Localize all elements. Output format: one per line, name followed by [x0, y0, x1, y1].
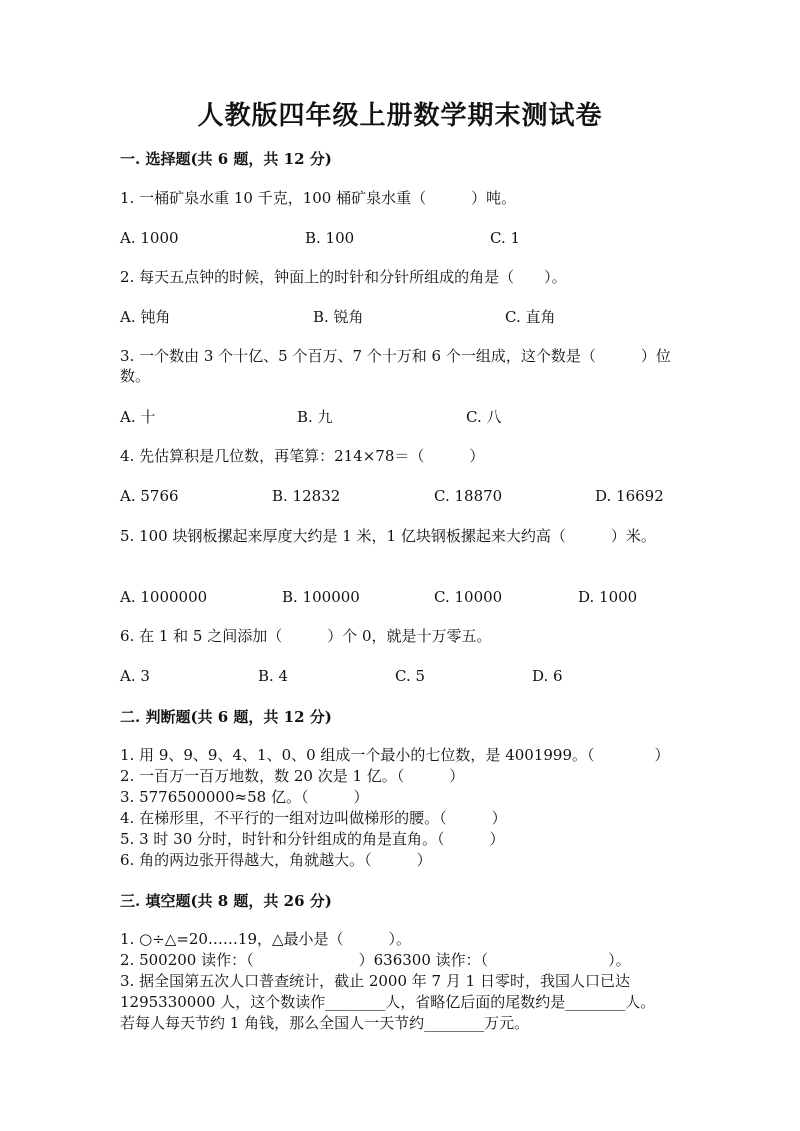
- section-heading-choice: 一. 选择题(共 6 题，共 12 分): [120, 150, 332, 168]
- question-2: 2. 每天五点钟的时候，钟面上的时针和分针所组成的角是（ ）。: [120, 268, 567, 286]
- option-a: A. 3: [120, 667, 150, 685]
- judgement-item-4: 4. 在梯形里，不平行的一组对边叫做梯形的腰。（ ）: [120, 809, 507, 827]
- option-c: C. 直角: [505, 308, 556, 326]
- option-a: A. 1000: [120, 229, 179, 247]
- option-a: A. 十: [120, 408, 156, 426]
- section-heading-fill: 三. 填空题(共 8 题，共 26 分): [120, 892, 332, 910]
- judgement-item-2: 2. 一百万一百万地数，数 20 次是 1 亿。（ ）: [120, 767, 465, 785]
- option-a: A. 钝角: [120, 308, 171, 326]
- question-3: 3. 一个数由 3 个十亿、5 个百万、7 个十万和 6 个一组成，这个数是（ ）位数。: [120, 347, 671, 385]
- fill-item-3-line-3: 若每人每天节约 1 角钱，那么全国人一天节约________万元。: [120, 1014, 530, 1032]
- fill-item-2: 2. 500200 读作：（ ）636300 读作：（ ）。: [120, 951, 631, 969]
- fill-item-3-line-2: 1295330000 人，这个数读作________人，省略亿后面的尾数约是________人。: [120, 993, 656, 1011]
- question-1: 1. 一桶矿泉水重 10 千克，100 桶矿泉水重（ ）吨。: [120, 189, 517, 207]
- option-a: A. 1000000: [120, 588, 208, 606]
- option-d: D. 16692: [595, 487, 664, 505]
- option-b: B. 12832: [272, 487, 341, 505]
- judgement-item-5: 5. 3 时 30 分时，时针和分针组成的角是直角。（ ）: [120, 830, 505, 848]
- question-5: 5. 100 块钢板摞起来厚度大约是 1 米，1 亿块钢板摞起来大约高（ ）米。: [120, 527, 656, 545]
- option-a: A. 5766: [120, 487, 179, 505]
- question-6: 6. 在 1 和 5 之间添加（ ）个 0，就是十万零五。: [120, 627, 492, 645]
- option-c: C. 10000: [434, 588, 503, 606]
- question-4: 4. 先估算积是几位数，再笔算：214×78＝（ ）: [120, 447, 485, 465]
- option-b: B. 九: [297, 408, 333, 426]
- option-b: B. 锐角: [313, 308, 364, 326]
- option-c: C. 八: [466, 408, 502, 426]
- option-d: D. 1000: [578, 588, 638, 606]
- option-b: B. 100000: [282, 588, 360, 606]
- fill-item-3-line-1: 3. 据全国第五次人口普查统计，截止 2000 年 7 月 1 日零时，我国人口已达: [120, 972, 630, 990]
- page-title: 人教版四年级上册数学期末测试卷: [197, 101, 603, 131]
- section-heading-judgement: 二. 判断题(共 6 题，共 12 分): [120, 708, 332, 726]
- judgement-item-6: 6. 角的两边张开得越大，角就越大。（ ）: [120, 851, 432, 869]
- option-d: D. 6: [532, 667, 563, 685]
- judgement-item-3: 3. 5776500000≈58 亿。（ ）: [120, 788, 369, 806]
- option-b: B. 100: [305, 229, 355, 247]
- option-b: B. 4: [258, 667, 289, 685]
- judgement-item-1: 1. 用 9、9、9、4、1、0、0 组成一个最小的七位数，是 4001999。（ ）: [120, 746, 670, 764]
- option-c: C. 5: [395, 667, 426, 685]
- fill-item-1: 1. ○÷△=20……19，△最小是（ ）。: [120, 930, 412, 948]
- option-c: C. 18870: [434, 487, 503, 505]
- option-c: C. 1: [490, 229, 521, 247]
